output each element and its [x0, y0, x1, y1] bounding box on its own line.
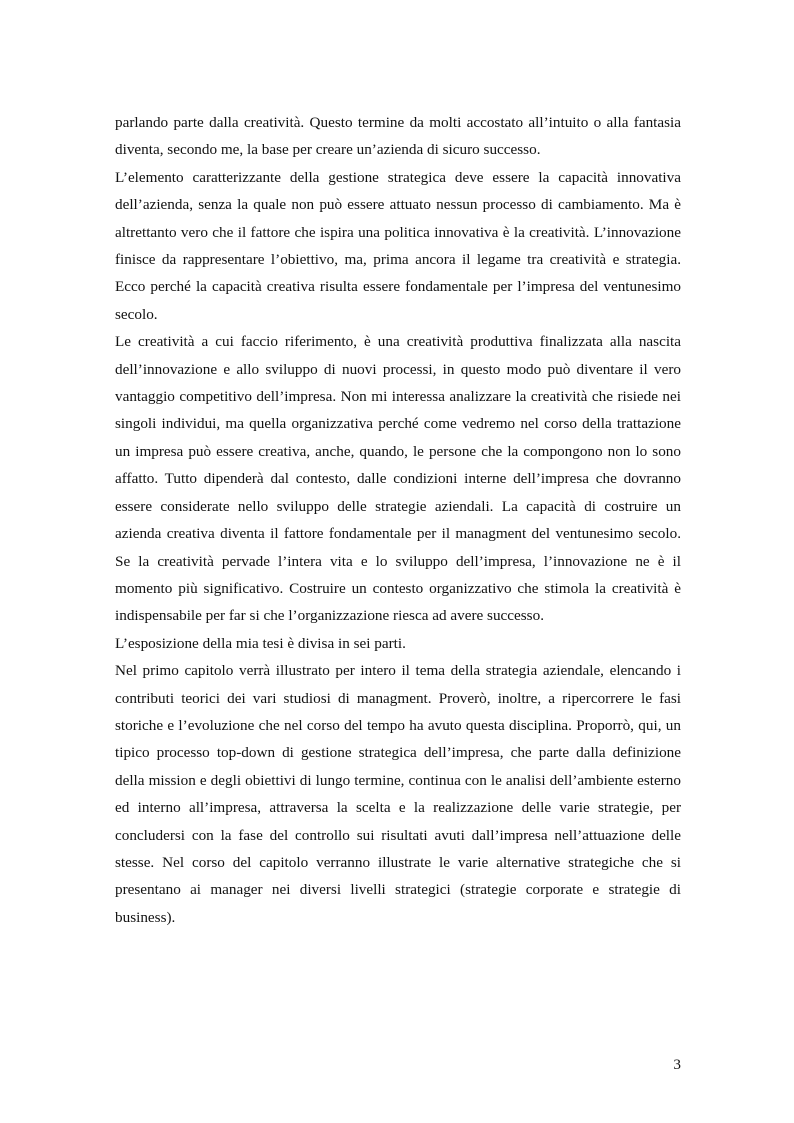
- paragraph-2: L’elemento caratterizzante della gestione strategica deve essere la capacità innovativa dell’azienda, senza la quale non può essere attuato nessun processo di cambiamento. Ma è altrettanto vero che il fattore che ispira una politica innovativa è la creatività. L’innovazione finisce da rappresentare l’obiettivo, ma, prima ancora il legame tra creatività e strategia. Ecco perché la capacità creativa risulta essere fondamentale per l’impresa del ventunesimo secolo.: [115, 168, 681, 323]
- paragraph-1: parlando parte dalla creatività. Questo termine da molti accostato all’intuito o alla fantasia diventa, secondo me, la base per creare un’azienda di sicuro successo.: [115, 114, 681, 159]
- body-text: [115, 109, 681, 931]
- paragraph-5: Nel primo capitolo verrà illustrato per intero il tema della strategia aziendale, elencando i contributi teorici dei vari studiosi di managment. Proverò, inoltre, a ripercorrere le fasi storiche e l’evoluzione che nel corso del tempo ha avuto questa disciplina. Proporrò, qui, un tipico processo top-down di gestione strategica dell’impresa, che parte dalla definizione della mission e degli obiettivi di lungo termine, continua con le analisi dell’ambiente esterno ed interno all’impresa, attraversa la scelta e la realizzazione delle varie strategie, per concludersi con la fase del controllo sui risultati avuti dall’impresa nell’attuazione delle stesse. Nel corso del capitolo verranno illustrate le varie alternative strategiche che si presentano ai manager nei diversi livelli strategici (strategie corporate e strategie di business).: [115, 662, 681, 926]
- page-number: 3: [673, 1056, 681, 1073]
- paragraph-3: Le creatività a cui faccio riferimento, è una creatività produttiva finalizzata alla nascita dell’innovazione e allo sviluppo di nuovi processi, in questo modo può diventare il vero vantaggio competitivo dell’impresa. Non mi interessa analizzare la creatività che risiede nei singoli individui, ma quella organizzativa perché come vedremo nel corso della trattazione un impresa può essere creativa, anche, quando, le persone che la compongono non lo sono affatto. Tutto dipenderà dal contesto, dalle condizioni interne dell’impresa che dovranno essere considerate nello sviluppo delle strategie aziendali. La capacità di costruire un azienda creativa diventa il fattore fondamentale per il managment del ventunesimo secolo. Se la creatività pervade l’intera vita e lo sviluppo dell’impresa, l’innovazione ne è il momento più significativo. Costruire un contesto organizzativo che stimola la creatività è indispensabile per far si che l’organizzazione riesca ad avere successo.: [115, 333, 681, 625]
- paragraph-4: L’esposizione della mia tesi è divisa in sei parti.: [115, 634, 406, 652]
